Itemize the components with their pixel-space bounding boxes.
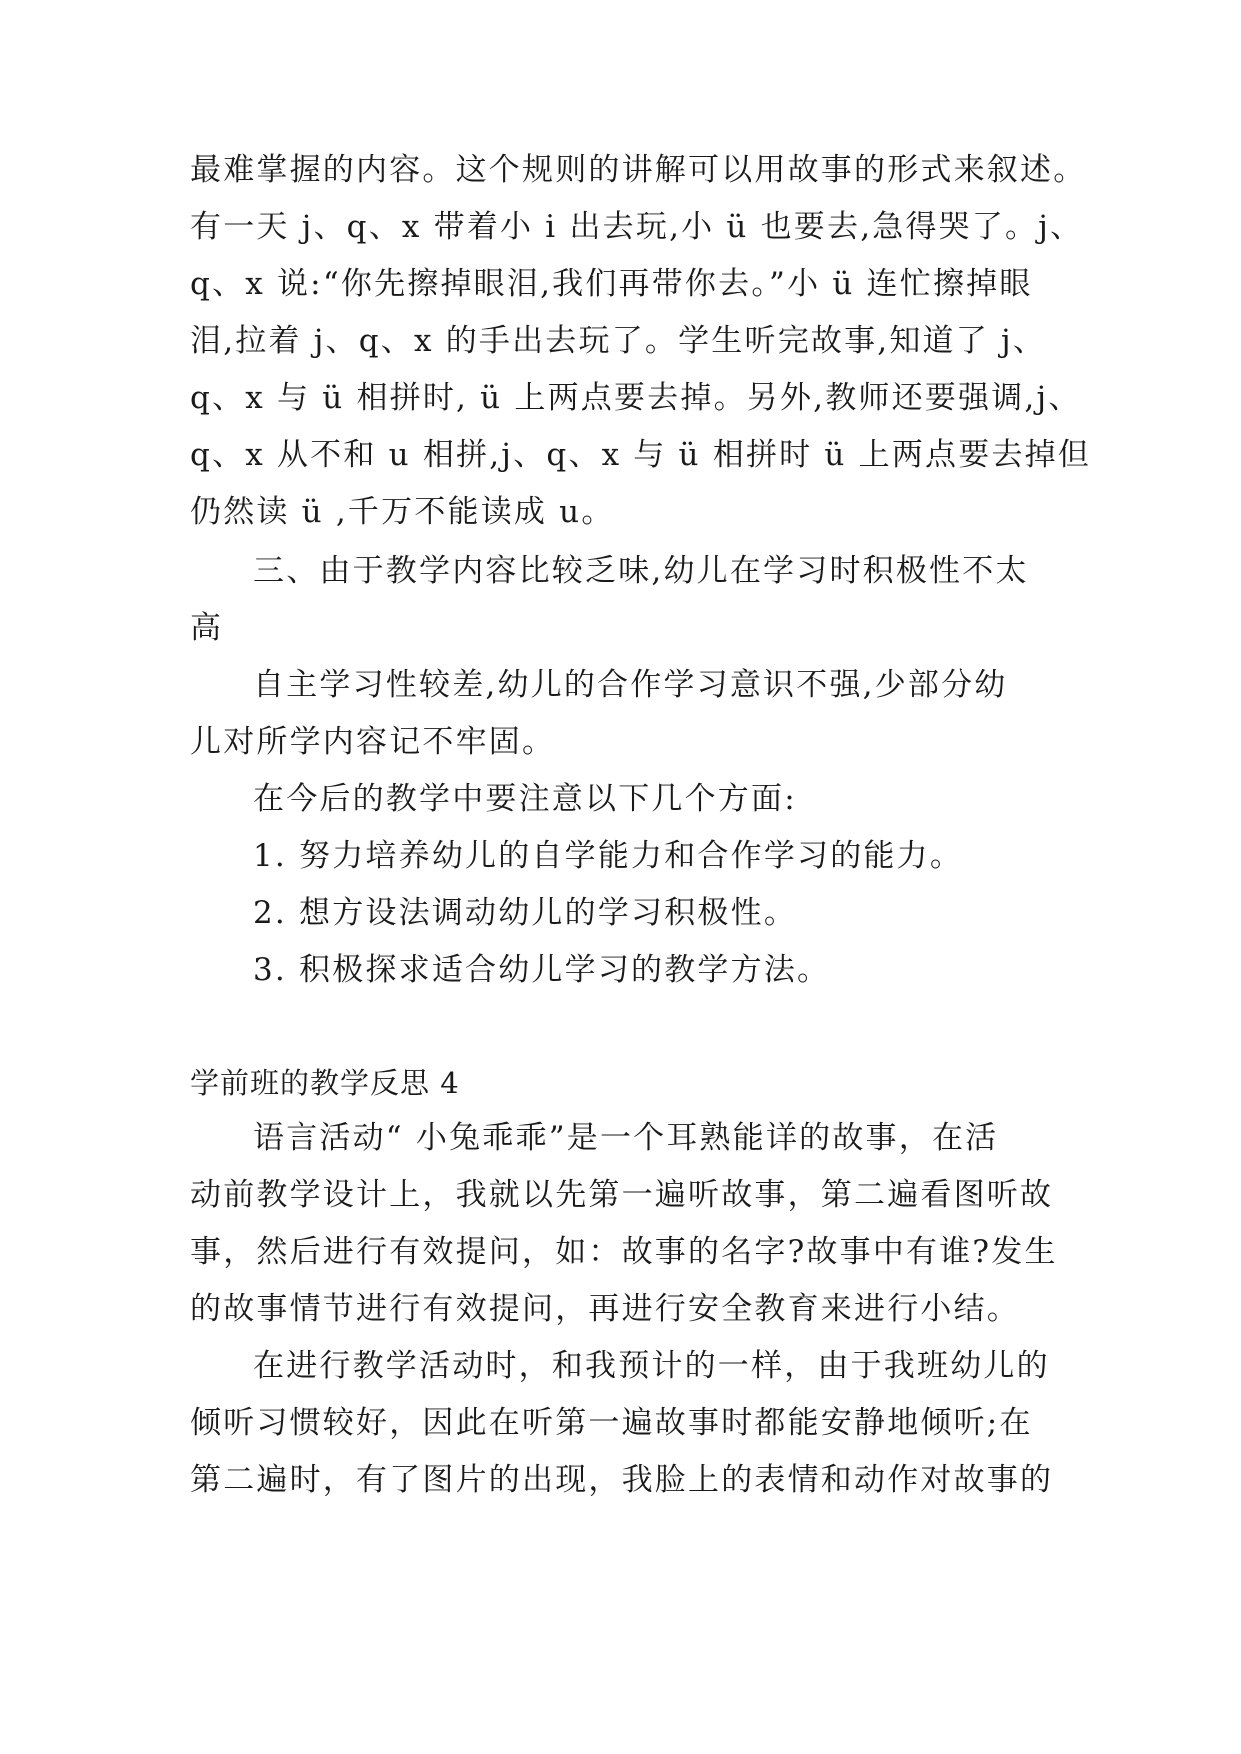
text-line: 语言活动“ 小兔乖乖”是一个耳熟能详的故事，在活 <box>253 1120 999 1156</box>
list-item: 3. 积极探求适合幼儿学习的教学方法。 <box>253 952 831 988</box>
text-line: 儿对所学内容记不牢固。 <box>190 724 556 760</box>
text-line: 的故事情节进行有效提问，再进行安全教育来进行小结。 <box>190 1291 1020 1327</box>
text-line: 有一天 j、q、x 带着小 i 出去玩,小 ü 也要去,急得哭了。j、 <box>190 209 1084 245</box>
list-intro: 在今后的教学中要注意以下几个方面: <box>253 781 797 817</box>
text-line: 动前教学设计上，我就以先第一遍听故事，第二遍看图听故 <box>190 1177 1054 1213</box>
text-line: 事，然后进行有效提问，如：故事的名字?故事中有谁?发生 <box>190 1234 1058 1270</box>
text-line: 仍然读 ü ,千万不能读成 u。 <box>190 494 615 530</box>
text-line: 倾听习惯较好，因此在听第一遍故事时都能安静地倾听;在 <box>190 1405 1033 1441</box>
text-line: 最难掌握的内容。这个规则的讲解可以用故事的形式来叙述。 <box>190 152 1087 188</box>
list-item: 2. 想方设法调动幼儿的学习积极性。 <box>253 895 798 931</box>
text-line: 自主学习性较差,幼儿的合作学习意识不强,少部分幼 <box>253 667 1008 703</box>
text-line: 在进行教学活动时，和我预计的一样，由于我班幼儿的 <box>253 1348 1050 1384</box>
list-item: 1. 努力培养幼儿的自学能力和合作学习的能力。 <box>253 838 964 874</box>
text-line: q、x 从不和 u 相拼,j、q、x 与 ü 相拼时 ü 上两点要去掉但 <box>190 437 1092 473</box>
section-title: 学前班的教学反思 4 <box>190 1066 460 1100</box>
text-line: 泪,拉着 j、q、x 的手出去玩了。学生听完故事,知道了 j、 <box>190 323 1047 359</box>
text-line: q、x 与 ü 相拼时, ü 上两点要去掉。另外,教师还要强调,j、 <box>190 380 1082 416</box>
text-line: 高 <box>190 610 224 646</box>
text-line: 三、由于教学内容比较乏味,幼儿在学习时积极性不太 <box>253 553 1029 589</box>
text-line: q、x 说:“你先擦掉眼泪,我们再带你去。”小 ü 连忙擦掉眼 <box>190 266 1033 302</box>
text-line: 第二遍时，有了图片的出现，我脸上的表情和动作对故事的 <box>190 1462 1054 1498</box>
